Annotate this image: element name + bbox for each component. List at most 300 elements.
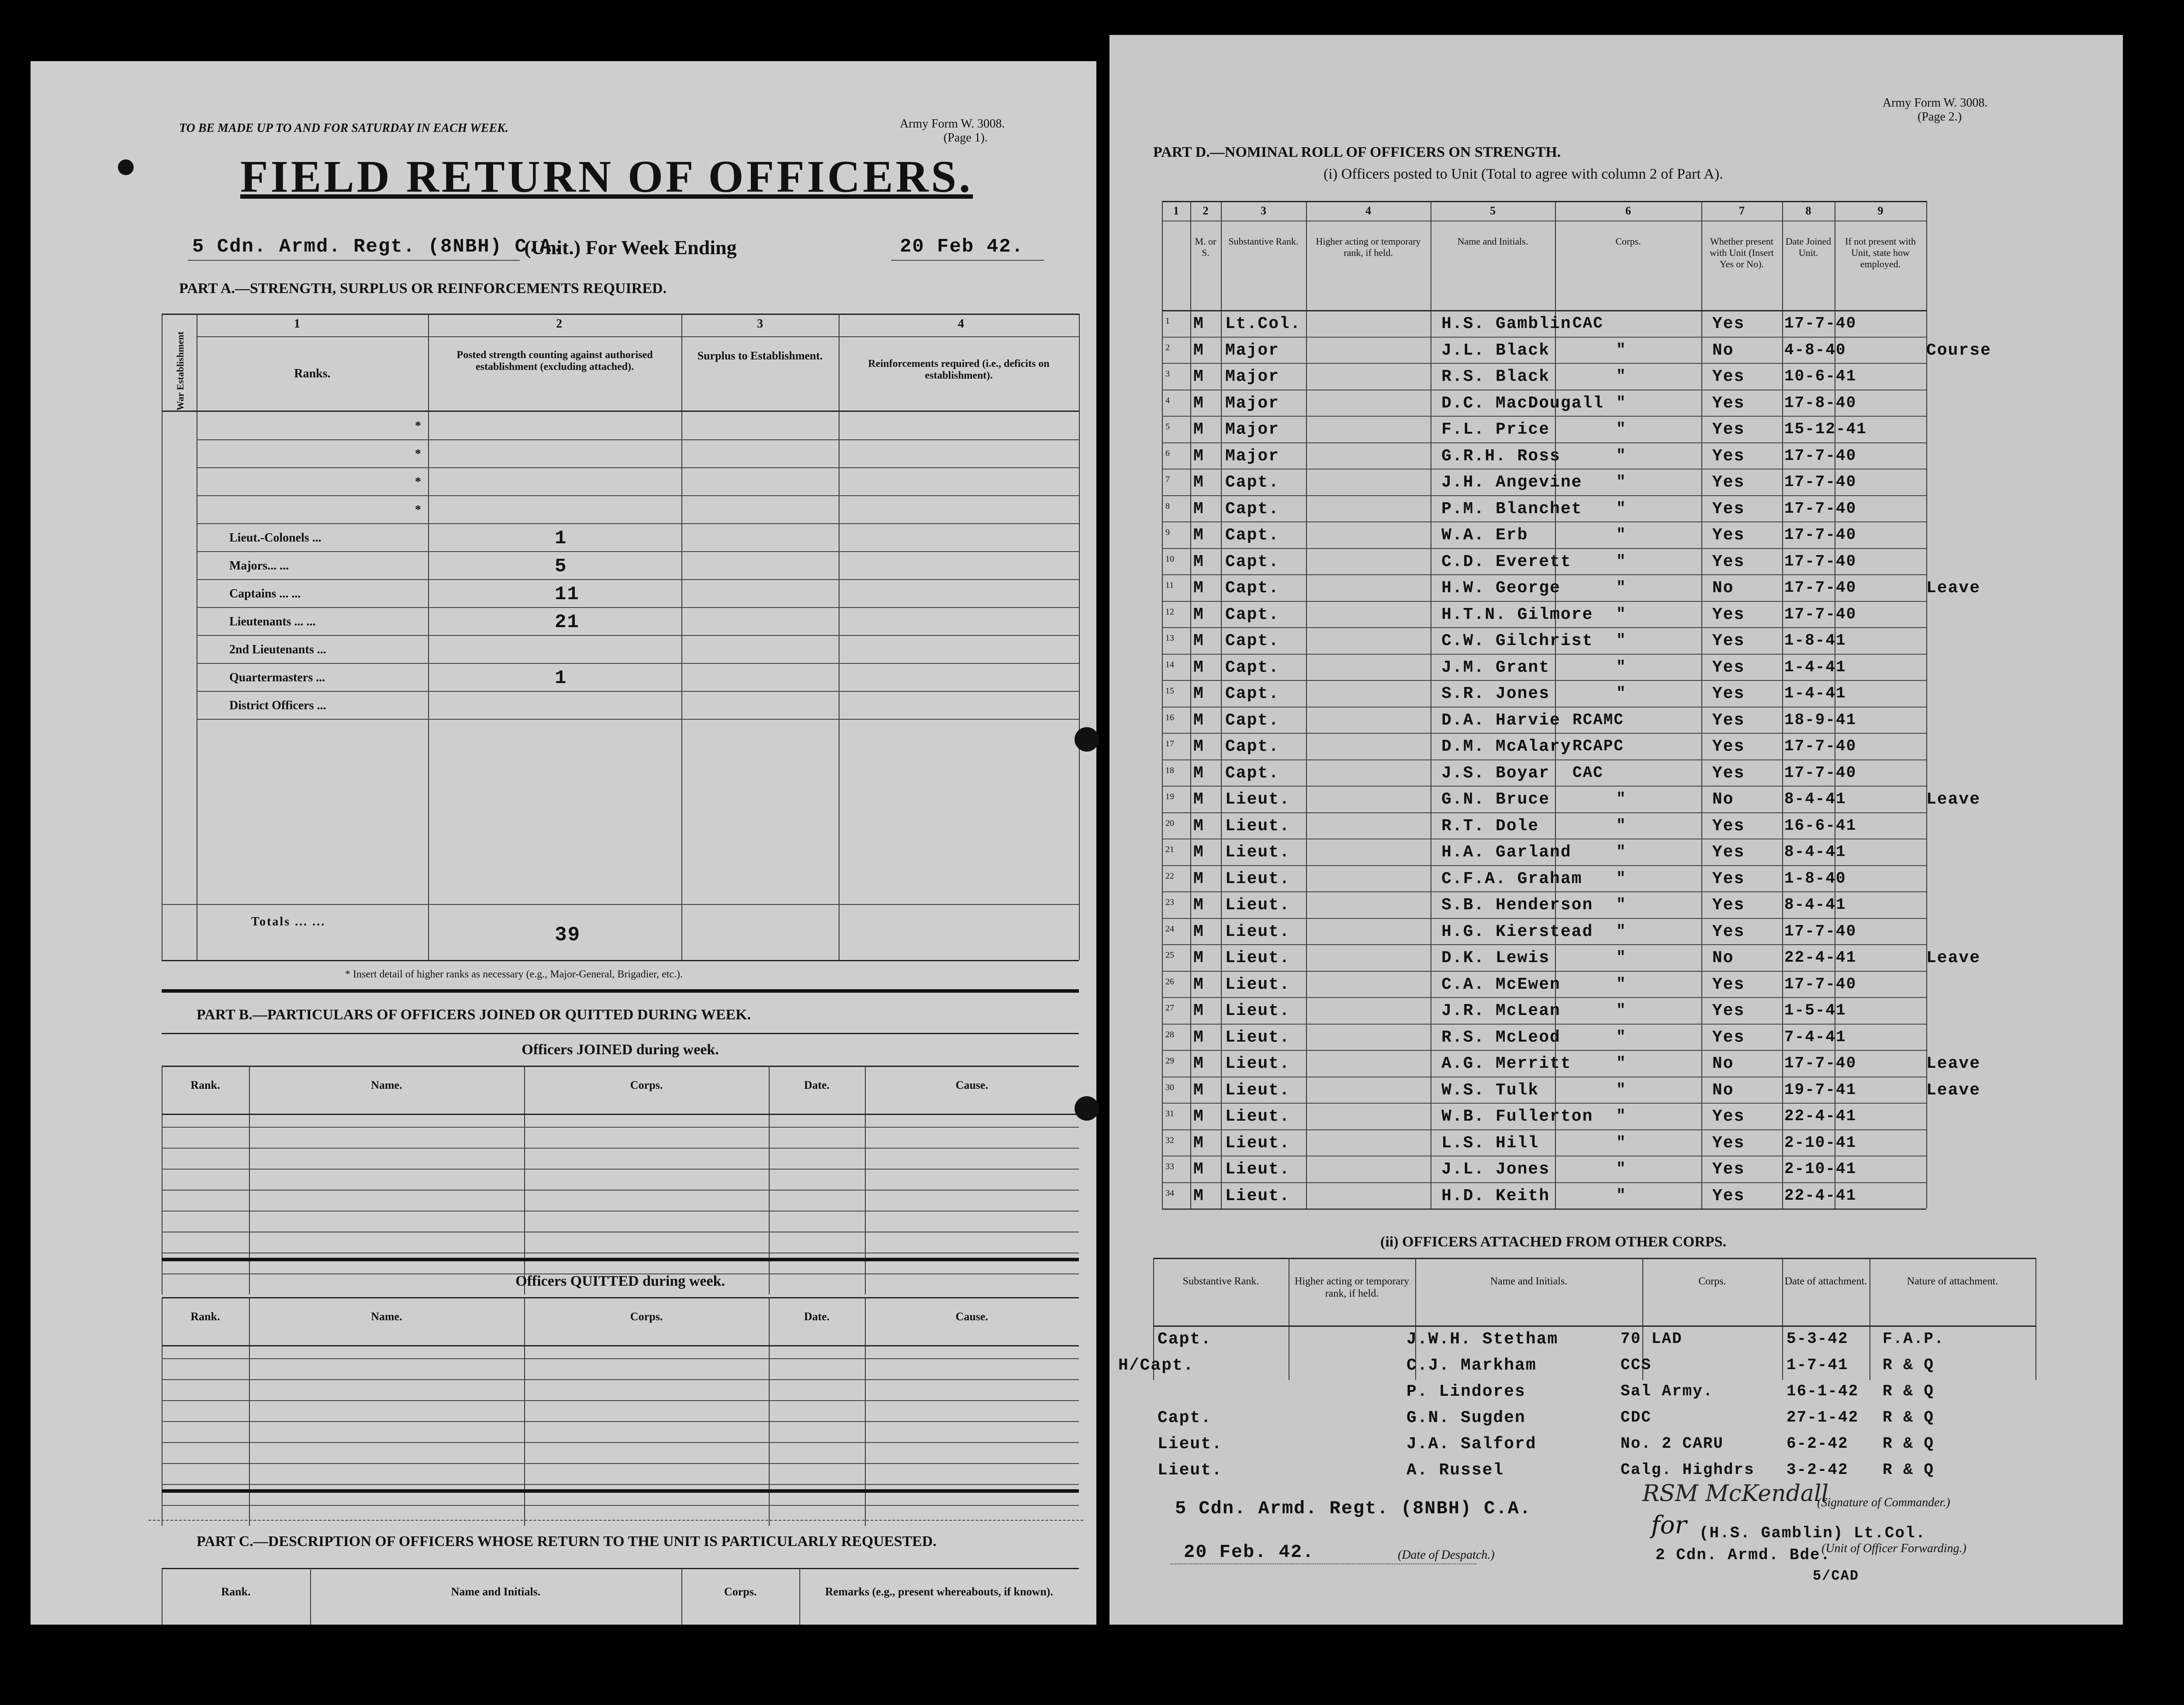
corps-value: " [1616,949,1627,966]
rank-label: Majors... ... [229,559,289,573]
corps-value: " [1616,446,1627,465]
corps-value: " [1616,1001,1627,1019]
col-number: 7 [1739,204,1745,217]
quitted-col: Name. [371,1310,402,1323]
part-c-col: Corps. [724,1585,757,1598]
posted-value: 1 [555,667,567,689]
date-of-despatch-label: (Date of Despatch.) [1398,1548,1495,1562]
row-line [1162,997,1926,998]
attached-name: J.A. Salford [1406,1435,1537,1453]
rank-value: Lieut. [1225,1028,1290,1047]
present-value: Yes [1712,1186,1745,1205]
present-value: Yes [1712,737,1745,756]
row-line [197,635,1079,636]
rank-value: Lieut. [1225,1001,1290,1020]
attached-col: Nature of attachment. [1907,1276,1998,1287]
col-number: 8 [1805,204,1811,217]
attached-name: C.J. Markham [1406,1356,1537,1375]
rank-value: Lieut. [1225,1160,1290,1179]
table-top [1162,201,1926,202]
ms-value: M [1193,526,1204,545]
row-line [1162,759,1926,760]
col-number: 4 [958,317,964,331]
rank-value: Capt. [1225,499,1280,518]
date-value: 22-4-41 [1784,1107,1857,1125]
row-line [1162,707,1926,708]
row-line [1162,574,1926,575]
rank-label: * [415,419,421,433]
date-value: 17-7-40 [1784,499,1857,518]
row-number: 7 [1165,475,1170,484]
attached-name: G.N. Sugden [1406,1408,1526,1427]
name-value: H.T.N. Gilmore [1441,605,1593,624]
name-value: C.W. Gilchrist [1441,632,1593,650]
rank-value: Lieut. [1225,790,1290,809]
attached-date: 6-2-42 [1787,1435,1849,1453]
corps-value: " [1616,896,1627,914]
row-line [1162,918,1926,919]
row-line [1162,1024,1926,1025]
corps-value: " [1616,843,1627,861]
attached-nature: R & Q [1883,1435,1935,1453]
row-line [1162,786,1926,787]
part-c-col: Rank. [221,1585,251,1598]
name-value: H.A. Garland [1441,843,1572,862]
row-number: 3 [1165,369,1170,379]
present-value: Yes [1712,473,1745,492]
attached-name: A. Russel [1406,1461,1504,1480]
row-line [197,495,1079,496]
header-line [162,1114,1079,1115]
officer-label: (Unit of Officer Forwarding.) [1821,1542,1966,1555]
name-value: W.A. Erb [1441,526,1528,545]
note-value: Course [1926,341,1991,360]
part-a-heading: PART A.—STRENGTH, SURPLUS OR REINFORCEMENTS REQUIRED. [179,280,667,297]
date-value: 17-7-40 [1784,975,1857,993]
army-form-label: Army Form W. 3008. [900,117,1005,131]
name-value: C.D. Everett [1441,552,1572,571]
date-value: 16-6-41 [1784,816,1857,835]
row-line [197,551,1079,552]
corps-value: " [1616,1133,1627,1152]
attached-rank: Lieut. [1158,1461,1223,1480]
quitted-title: Officers QUITTED during week. [515,1273,725,1289]
corps-value: " [1616,393,1627,412]
name-value: H.S. Gamblin [1441,314,1572,333]
date-value: 17-7-40 [1784,579,1857,597]
ms-value: M [1193,1001,1204,1020]
col-divider [1162,201,1163,1208]
col-divider [1701,201,1702,1208]
rank-label: Lieut.-Colonels ... [229,531,321,545]
posted-value: 21 [555,611,580,633]
col-divider [2035,1258,2036,1380]
rank-value: Lt.Col. [1225,314,1301,333]
attached-rank: Capt. [1158,1330,1212,1349]
col-number: 3 [1261,204,1266,217]
row-line [197,607,1079,608]
row-number: 2 [1165,342,1170,352]
note-value: Leave [1926,579,1981,597]
present-value: Yes [1712,975,1745,994]
note-value: Leave [1926,1054,1981,1073]
row-line [1162,680,1926,681]
rank-label: * [415,475,421,489]
ms-value: M [1193,1080,1204,1100]
attached-date: 5-3-42 [1787,1330,1849,1348]
ms-value: M [1193,922,1204,941]
present-value: No [1712,949,1734,967]
date-value: 1-5-41 [1784,1001,1846,1019]
ms-value: M [1193,1186,1204,1205]
present-value: Yes [1712,684,1745,703]
rank-value: Lieut. [1225,1186,1290,1205]
present-value: Yes [1712,499,1745,518]
attached-col: Name and Initials. [1490,1276,1568,1287]
name-value: J.M. Grant [1441,658,1550,677]
row-number: 19 [1165,792,1174,801]
date-value: 22-4-41 [1784,949,1857,966]
attached-date: 16-1-42 [1787,1382,1859,1400]
part-b-heading: PART B.—PARTICULARS OF OFFICERS JOINED OR QUITTED DURING WEEK. [197,1007,751,1023]
row-line [162,1421,1079,1422]
date-value: 1-4-41 [1784,684,1846,702]
row-number: 32 [1165,1135,1174,1145]
totals-value: 39 [555,924,581,946]
ms-value: M [1193,737,1204,756]
col-number: 2 [1203,204,1209,217]
header-line [162,1568,1079,1569]
part-c-col: Remarks (e.g., present whereabouts, if known). [825,1585,1053,1598]
header-line [162,1345,1079,1346]
corps-value: " [1616,869,1627,887]
header-line [1162,310,1926,311]
attached-date: 3-2-42 [1787,1461,1849,1479]
attached-col: Corps. [1698,1276,1726,1287]
signed-for: (H.S. Gamblin) Lt.Col. [1699,1524,1926,1542]
name-value: D.A. Harvie [1441,711,1561,730]
ms-value: M [1193,579,1204,597]
joined-col: Cause. [955,1079,988,1091]
ms-value: M [1193,1054,1204,1073]
corps-value: " [1616,605,1627,623]
rank-value: Lieut. [1225,1054,1290,1073]
date-value: 8-4-41 [1784,843,1846,861]
rank-value: Capt. [1225,632,1280,650]
row-number: 18 [1165,765,1174,775]
note-value: Leave [1926,790,1981,809]
rank-value: Capt. [1225,658,1280,677]
date-value: 1-8-41 [1784,632,1846,649]
attached-corps: CCS [1621,1356,1652,1374]
row-line [162,1505,1079,1506]
corps-value: " [1616,632,1627,649]
row-number: 30 [1165,1082,1174,1092]
row-number: 24 [1165,924,1174,934]
corps-value: " [1616,473,1627,491]
note-value: Leave [1926,1080,1981,1100]
row-line [162,1400,1079,1401]
ms-value: M [1193,341,1204,360]
present-value: Yes [1712,1160,1745,1179]
present-value: Yes [1712,869,1745,888]
row-line [1162,944,1926,945]
ms-value: M [1193,869,1204,888]
name-value: H.G. Kierstead [1441,922,1593,941]
row-line [1162,654,1926,655]
ms-value: M [1193,658,1204,677]
posted-value: 5 [555,556,567,577]
ms-value: M [1193,711,1204,730]
date-value: 18-9-41 [1784,711,1857,729]
date-value: 17-7-40 [1784,446,1857,465]
ms-value: M [1193,975,1204,994]
col-heading: Whether present with Unit (Insert Yes or No). [1710,236,1774,269]
attached-nature: R & Q [1883,1461,1935,1479]
rank-value: Capt. [1225,711,1280,730]
rank-label: 2nd Lieutenants ... [229,643,326,656]
col-surplus: Surplus to Establishment. [697,349,823,362]
corps-value: " [1616,1028,1627,1046]
row-line [197,467,1079,468]
rank-value: Capt. [1225,552,1280,571]
row-number: 1 [1165,316,1170,326]
corps-value: " [1616,420,1627,438]
attached-name: J.W.H. Stetham [1406,1330,1559,1349]
row-line [197,663,1079,664]
unit-typed: 5 Cdn. Armd. Regt. (8NBH) C.A. [192,236,565,258]
ms-value: M [1193,314,1204,333]
rank-value: Capt. [1225,684,1280,703]
week-ending: 20 Feb 42. [900,236,1024,258]
col-heading: Substantive Rank. [1228,236,1299,247]
row-number: 9 [1165,528,1170,537]
row-line [197,439,1079,440]
note-value: Leave [1926,949,1981,967]
attached-rank: Lieut. [1158,1435,1223,1453]
rank-value: Lieut. [1225,816,1290,835]
corps-value: " [1616,1054,1627,1072]
name-value: H.D. Keith [1441,1186,1550,1205]
row-line [1162,1103,1926,1104]
unit-label: (Unit.) For Week Ending [524,236,737,259]
row-line [162,1463,1079,1464]
ms-value: M [1193,1028,1204,1047]
ms-value: M [1193,446,1204,466]
corps-value: CAC [1572,763,1603,782]
present-value: Yes [1712,1133,1745,1153]
hole-punch-icon [118,159,134,175]
name-value: J.R. McLean [1441,1001,1561,1020]
binder-hole-icon [1075,1096,1099,1121]
col-number: 4 [1365,204,1371,217]
present-value: Yes [1712,658,1745,677]
rank-value: Capt. [1225,763,1280,783]
ms-value: M [1193,632,1204,650]
present-value: Yes [1712,763,1745,783]
rank-value: Lieut. [1225,1107,1290,1126]
attached-corps: Calg. Highdrs [1621,1461,1755,1479]
rank-value: Major [1225,446,1280,466]
present-value: Yes [1712,393,1745,413]
row-line [197,719,1079,720]
rank-value: Capt. [1225,605,1280,624]
ms-value: M [1193,420,1204,439]
row-line [197,579,1079,580]
rank-label: * [415,447,421,461]
sub-ii-heading: (ii) OFFICERS ATTACHED FROM OTHER CORPS. [1380,1234,1727,1250]
row-line [162,1442,1079,1443]
ms-value: M [1193,393,1204,413]
ms-value: M [1193,1133,1204,1153]
date-value: 17-7-40 [1784,552,1857,570]
quitted-col: Rank. [190,1310,220,1323]
attached-date: 1-7-41 [1787,1356,1849,1374]
corps-value: RCAPC [1572,737,1624,755]
row-line [162,1148,1079,1149]
rank-value: Major [1225,341,1280,360]
quitted-col: Corps. [630,1310,663,1323]
binder-hole-icon [1075,727,1099,752]
row-number: 5 [1165,422,1170,431]
attached-corps: CDC [1621,1408,1652,1426]
ms-value: M [1193,552,1204,571]
name-value: H.W. George [1441,579,1561,597]
name-value: F.L. Price [1441,420,1550,439]
row-number: 27 [1165,1003,1174,1013]
row-line [1162,627,1926,628]
row-number: 8 [1165,501,1170,511]
corps-value: RCAMC [1572,711,1624,729]
date-value: 2-10-41 [1784,1160,1857,1178]
date-value: 22-4-41 [1784,1186,1857,1205]
signature: RSM McKendall [1642,1481,1829,1507]
col-number: 3 [757,317,763,331]
page-number: (Page 1). [943,131,988,145]
attached-nature: R & Q [1883,1382,1935,1400]
rank-value: Lieut. [1225,869,1290,888]
attached-date: 27-1-42 [1787,1408,1859,1426]
attached-corps: 70 LAD [1621,1330,1683,1348]
ms-value: M [1193,684,1204,703]
ms-value: M [1193,499,1204,518]
corps-value: " [1616,1080,1627,1099]
corps-value: " [1616,526,1627,544]
ms-value: M [1193,763,1204,783]
present-value: Yes [1712,420,1745,439]
attached-nature: R & Q [1883,1408,1935,1426]
rank-value: Major [1225,367,1280,386]
col-heading: Name and Initials. [1457,236,1528,247]
rank-label: Captains ... ... [229,587,301,601]
date-value: 17-7-40 [1784,737,1857,755]
present-value: Yes [1712,843,1745,862]
date-value: 17-7-40 [1784,763,1857,782]
date-value: 8-4-41 [1784,896,1846,914]
present-value: Yes [1712,314,1745,333]
date-value: 1-4-41 [1784,658,1846,676]
date-value: 10-6-41 [1784,367,1857,385]
date-value: 17-7-40 [1784,473,1857,491]
row-number: 22 [1165,871,1174,881]
name-value: J.H. Angevine [1441,473,1583,492]
row-line [1162,363,1926,364]
joined-col: Corps. [630,1079,663,1091]
row-number: 17 [1165,739,1174,749]
name-value: R.S. Black [1441,367,1550,386]
page-number: (Page 2.) [1918,110,1962,124]
attached-nature: F.A.P. [1883,1330,1945,1348]
present-value: Yes [1712,632,1745,650]
rank-value: Capt. [1225,473,1280,492]
col-posted: Posted strength counting against authorised establishment (excluding attached). [456,349,653,373]
row-number: 26 [1165,977,1174,987]
rank-label: Lieutenants ... ... [229,615,316,628]
name-value: G.R.H. Ross [1441,446,1561,466]
joined-col: Rank. [190,1079,220,1091]
attached-corps: No. 2 CARU [1621,1435,1724,1453]
col-divider [1221,201,1222,1208]
name-value: R.S. McLeod [1441,1028,1561,1047]
attached-corps: Sal Army. [1621,1382,1714,1400]
row-number: 21 [1165,845,1174,854]
signature-label: (Signature of Commander.) [1817,1496,1950,1509]
army-form-label: Army Form W. 3008. [1883,96,1988,110]
name-value: C.A. McEwen [1441,975,1561,994]
rank-value: Major [1225,393,1280,413]
col-heading: Corps. [1615,236,1641,247]
row-line [1162,601,1926,602]
present-value: Yes [1712,896,1745,915]
row-number: 15 [1165,686,1174,696]
row-line [162,1379,1079,1380]
quitted-col: Cause. [955,1310,988,1323]
row-line [162,1190,1079,1191]
row-number: 33 [1165,1162,1174,1171]
name-value: S.R. Jones [1441,684,1550,703]
corps-value: " [1616,1107,1627,1125]
corps-value: " [1616,499,1627,518]
col-divider [1306,201,1307,1208]
row-line [1162,812,1926,813]
date-value: 1-8-40 [1784,869,1846,887]
corps-value: " [1616,367,1627,385]
present-value: Yes [1712,552,1745,571]
ms-value: M [1193,816,1204,835]
attached-col: Substantive Rank. [1182,1276,1259,1287]
war-establishment-label: War Establishment [175,331,186,411]
header-note: TO BE MADE UP TO AND FOR SATURDAY IN EACH WEEK. [179,121,508,135]
ms-value: M [1193,1160,1204,1179]
col-divider [1782,1258,1783,1380]
row-number: 29 [1165,1056,1174,1066]
joined-title: Officers JOINED during week. [522,1042,719,1058]
rank-value: Capt. [1225,579,1280,597]
col-number: 9 [1877,204,1883,217]
corps-value: CAC [1572,314,1603,332]
row-line [162,1358,1079,1359]
col-number: 2 [556,317,562,331]
formation: 2 Cdn. Armd. Bde. [1655,1546,1831,1564]
rank-value: Lieut. [1225,975,1290,994]
row-number: 23 [1165,897,1174,907]
corps-value: " [1616,790,1627,808]
date-value: 8-4-41 [1784,790,1846,808]
date-value: 17-7-40 [1784,605,1857,623]
row-number: 31 [1165,1109,1174,1118]
row-line [1162,733,1926,734]
ms-value: M [1193,367,1204,386]
